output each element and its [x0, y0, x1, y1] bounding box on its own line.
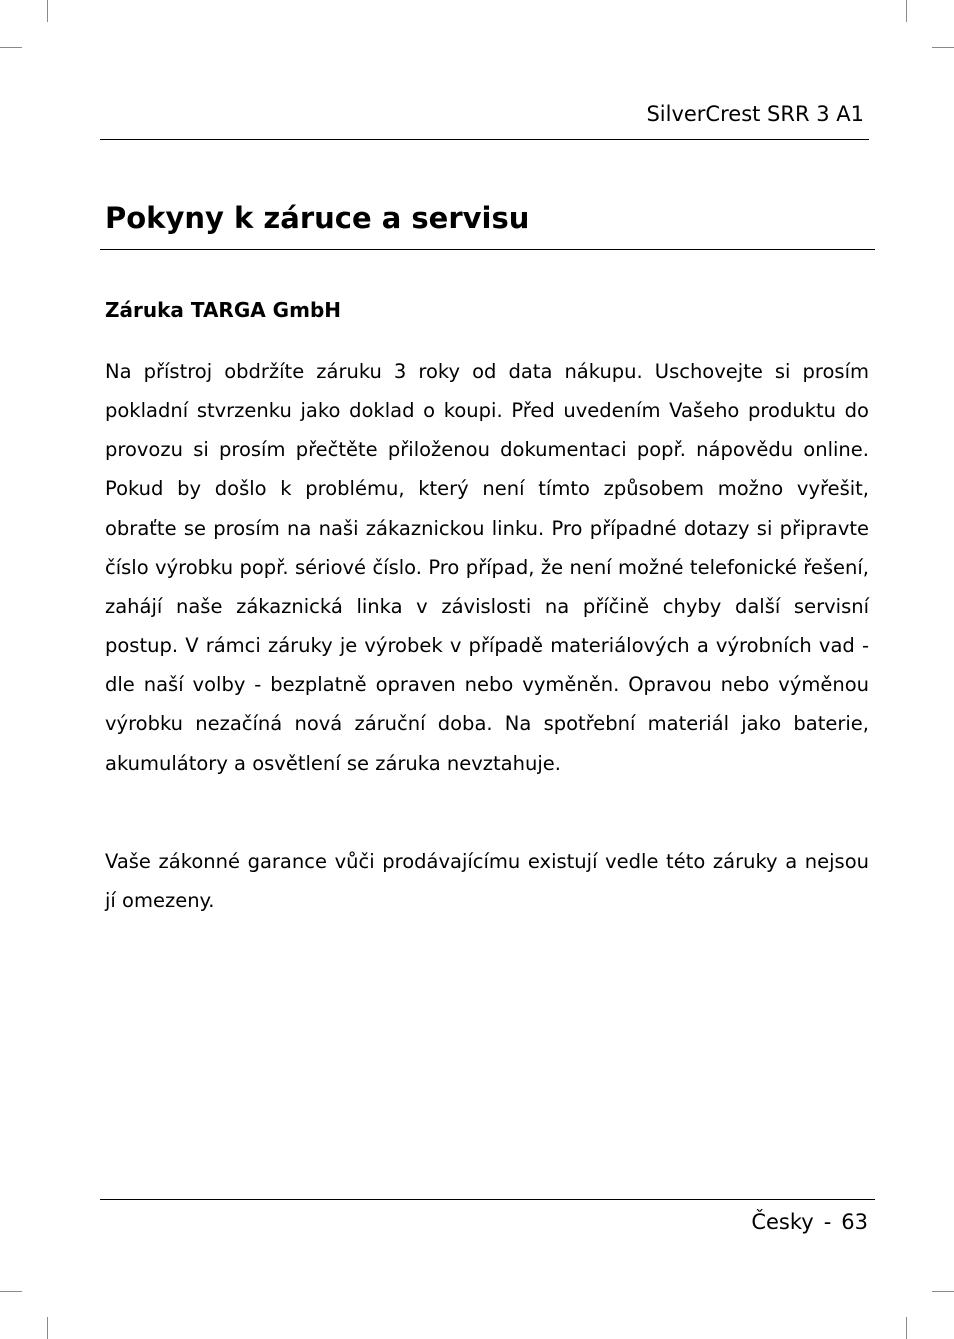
crop-mark — [932, 47, 954, 48]
running-header: SilverCrest SRR 3 A1 — [646, 102, 864, 126]
footer-language: Česky — [751, 1210, 814, 1234]
crop-mark — [0, 1291, 22, 1292]
page-title: Pokyny k záruce a servisu — [105, 201, 530, 235]
page-footer — [751, 1207, 868, 1237]
footer-separator: - — [823, 1210, 832, 1234]
header-divider — [100, 139, 869, 140]
section-heading: Záruka TARGA GmbH — [105, 298, 341, 322]
crop-mark — [0, 47, 22, 48]
legal-guarantee-paragraph: Vaše zákonné garance vůči prodávajícímu existují vedle této záruky a nejsou jí omezeny. — [105, 850, 869, 913]
crop-mark — [906, 0, 907, 22]
warranty-paragraph: Na přístroj obdržíte záruku 3 roky od data nákupu. Uschovejte si prosím pokladní stvrzenku jako doklad o koupi. Před uvedením Vašeho produktu do provozu si prosím přečtěte přiloženou dokumentaci popř. nápovědu online. Pokud by došlo k problému, který není tímto způsobem možno vyřešit, obraťte se prosím na naši zákaznickou linku. Pro případné dotazy si připravte číslo výrobku popř. sériové číslo. Pro případ, že není možné telefonické řešení, zahájí naše zákaznická linka v závislosti na příčině chyby další servisní postup. V rámci záruky je výrobek v případě materiálových a výrobních vad - dle naší volby - bezplatně opraven nebo vyměněn. Opravou nebo výměnou výrobku nezačíná nová záruční doba. Na spotřební materiál jako baterie, akumulátory a osvětlení se záruka nevztahuje. — [105, 360, 869, 775]
crop-mark — [932, 1291, 954, 1292]
crop-mark — [47, 0, 48, 22]
crop-mark — [47, 1317, 48, 1339]
page-number: 63 — [841, 1210, 868, 1234]
title-divider — [100, 249, 875, 250]
footer-divider — [100, 1199, 875, 1200]
crop-mark — [906, 1317, 907, 1339]
